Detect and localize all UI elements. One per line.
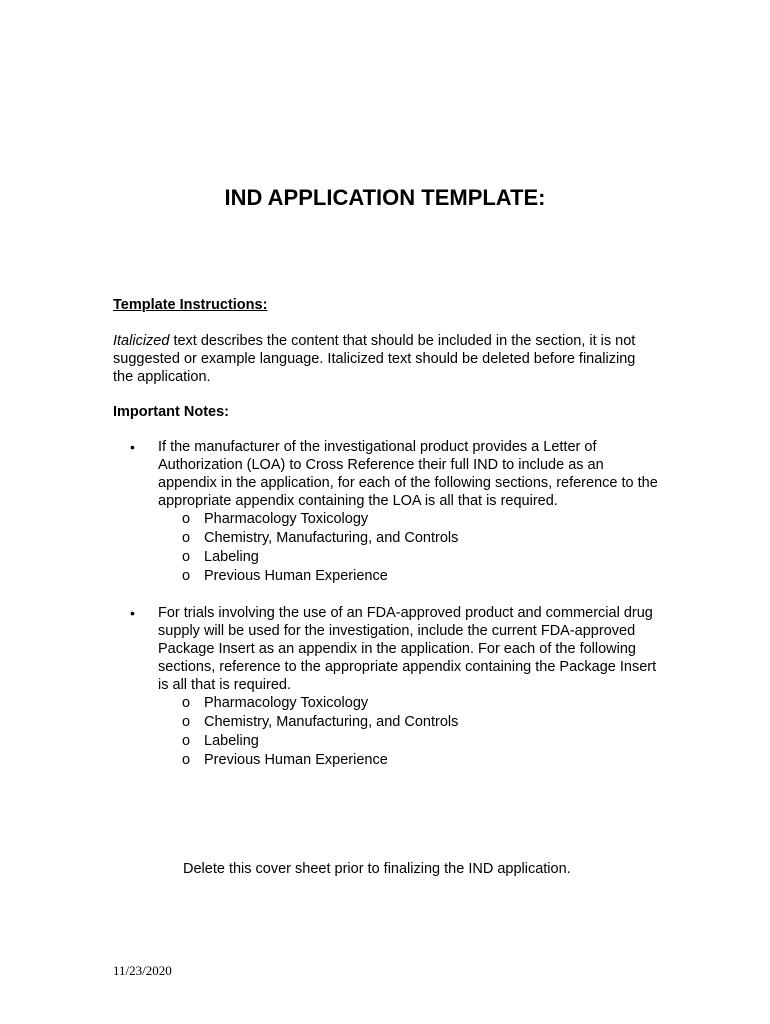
sub-list-item [130, 529, 670, 548]
sub-list-item [130, 694, 670, 713]
bullet-marker: • [130, 439, 135, 455]
note-bullet-2 [130, 604, 670, 770]
date-stamp: 11/23/2020 [113, 963, 172, 978]
note-bullet-1-text: If the manufacturer of the investigational product provides a Letter of Authorization (LOA) to Cross Reference their full IND to include as an appendix in the application, for each of the following sections, reference to the appropriate appendix containing the LOA is all that is required. [158, 439, 658, 509]
footer-note: Delete this cover sheet prior to finalizing the IND application. [183, 861, 571, 877]
sub-marker: o [182, 511, 191, 527]
sub-marker: o [182, 733, 191, 749]
sub-marker: o [182, 530, 191, 546]
instructions-paragraph [113, 332, 658, 386]
note-bullet-2-text: For trials involving the use of an FDA-approved product and commercial drug supply will be used for the investigation, include the current FDA-approved Package Insert as an appendix in the application. For each of the following sections, reference to the appropriate appendix containing the Package Insert is all that is required. [158, 605, 657, 693]
sub-item-label: Labeling [204, 733, 259, 749]
italic-lead-word: Italicized [113, 333, 170, 349]
sub-item-label: Chemistry, Manufacturing, and Controls [204, 714, 459, 730]
instructions-paragraph-text: text describes the content that should be included in the section, it is not suggested or example language. Italicized text should be deleted before finalizing the application. [113, 333, 636, 385]
sub-marker: o [182, 568, 191, 584]
sub-list-item [130, 548, 670, 567]
sub-item-label: Labeling [204, 549, 259, 565]
sub-marker: o [182, 752, 191, 768]
sub-item-label: Pharmacology Toxicology [204, 511, 369, 527]
note-bullet-1 [130, 438, 670, 586]
bullet-marker: • [130, 605, 135, 621]
sub-item-label: Previous Human Experience [204, 752, 388, 768]
note-bullet-2-sublist [130, 694, 670, 770]
sub-list-item [130, 510, 670, 529]
sub-marker: o [182, 695, 191, 711]
sub-marker: o [182, 714, 191, 730]
sub-list-item [130, 751, 670, 770]
note-bullet-1-sublist [130, 510, 670, 586]
sub-item-label: Pharmacology Toxicology [204, 695, 369, 711]
important-notes-heading: Important Notes: [113, 404, 229, 420]
sub-marker: o [182, 549, 191, 565]
sub-list-item [130, 567, 670, 586]
sub-list-item [130, 713, 670, 732]
sub-list-item [130, 732, 670, 751]
instructions-heading: Template Instructions: [113, 297, 268, 313]
page-title: IND APPLICATION TEMPLATE: [224, 185, 546, 210]
sub-item-label: Chemistry, Manufacturing, and Controls [204, 530, 459, 546]
sub-item-label: Previous Human Experience [204, 568, 388, 584]
